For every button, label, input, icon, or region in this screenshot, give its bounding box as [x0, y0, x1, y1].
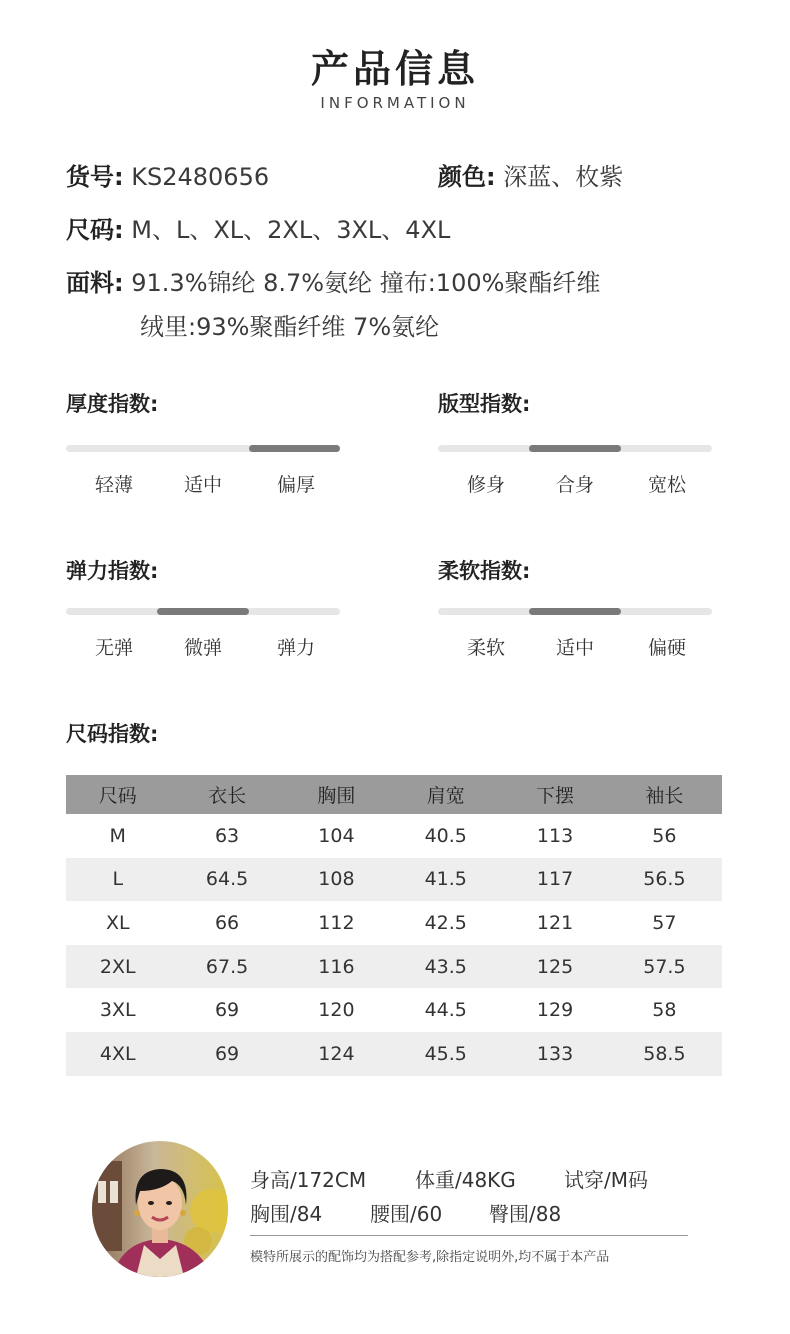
thickness-index-title: 厚度指数:: [66, 392, 159, 416]
table-row: [66, 1032, 722, 1076]
size-value: M、L、XL、2XL、3XL、4XL: [131, 216, 451, 244]
table-cell: XL: [105, 911, 130, 934]
thickness-index-fill: [249, 445, 340, 452]
table-cell: 42.5: [424, 911, 467, 934]
table-row: [66, 945, 722, 989]
table-cell: 116: [285, 945, 388, 989]
accessory-note: 模特所展示的配饰均为搭配参考,除指定说明外,均不属于本产品: [250, 1250, 610, 1265]
elasticity-option-slight: 微弹: [183, 637, 222, 659]
table-row: [66, 858, 722, 902]
thickness-option-thin: 轻薄: [94, 474, 133, 496]
size-chart-table: [66, 775, 722, 1076]
model-hip: 臀围/88: [489, 1202, 562, 1226]
table-cell: 120: [318, 999, 355, 1022]
elasticity-index-fill: [157, 608, 248, 615]
model-divider: [250, 1235, 688, 1236]
elasticity-index-title: 弹力指数:: [66, 559, 159, 583]
table-cell: M: [109, 824, 126, 847]
softness-index-bar: [438, 608, 712, 615]
model-avatar: [92, 1141, 228, 1277]
table-cell: 56: [652, 824, 677, 847]
table-cell: 64.5: [169, 858, 284, 902]
table-cell: 67.5: [169, 945, 284, 989]
table-cell: 3XL: [99, 999, 136, 1022]
thickness-option-medium: 适中: [183, 474, 222, 496]
size-chart-header: 尺码: [66, 775, 169, 814]
table-cell: 69: [214, 999, 240, 1022]
table-cell: 125: [503, 945, 606, 989]
color-row: [438, 157, 623, 192]
softness-option-medium: 适中: [555, 637, 594, 659]
table-cell: 117: [503, 858, 606, 902]
model-portrait-image: [92, 1141, 228, 1277]
table-cell: 57.5: [607, 945, 722, 989]
model-weight: 体重/48KG: [415, 1168, 516, 1192]
page-subtitle: INFORMATION: [320, 94, 470, 112]
fit-option-slim: 修身: [466, 474, 505, 496]
table-cell: L: [66, 858, 169, 902]
fabric-row: [66, 263, 600, 298]
table-cell: 2XL: [66, 945, 169, 989]
model-chest: 胸围/84: [250, 1202, 323, 1226]
elasticity-index-bar: [66, 608, 340, 615]
fabric-label: 面料:: [66, 269, 124, 297]
size-chart-header: 胸围: [285, 775, 388, 814]
size-row: [66, 210, 450, 245]
size-chart-header: 袖长: [607, 775, 722, 814]
table-row: [66, 814, 722, 858]
table-cell: 108: [285, 858, 388, 902]
fit-option-loose: 宽松: [647, 474, 686, 496]
table-row: [66, 988, 722, 1032]
color-label: 颜色:: [438, 163, 496, 191]
thickness-index-bar: [66, 445, 340, 452]
size-chart-header: 衣长: [169, 775, 284, 814]
table-cell: 40.5: [424, 824, 467, 847]
table-cell: 58: [652, 999, 677, 1022]
table-cell: 56.5: [607, 858, 722, 902]
softness-index-title: 柔软指数:: [438, 559, 531, 583]
softness-option-soft: 柔软: [466, 637, 505, 659]
table-cell: 66: [214, 911, 240, 934]
softness-option-hard: 偏硬: [647, 637, 686, 659]
page-title: 产品信息: [310, 47, 479, 91]
table-cell: 41.5: [388, 858, 503, 902]
table-cell: 104: [318, 824, 355, 847]
item-number-label: 货号:: [66, 163, 124, 191]
table-cell: 44.5: [424, 999, 467, 1022]
color-value: 深蓝、枚紫: [503, 163, 624, 191]
elasticity-option-stretch: 弹力: [276, 637, 315, 659]
table-cell: 63: [214, 824, 240, 847]
table-cell: 4XL: [66, 1032, 169, 1076]
table-cell: 113: [536, 824, 574, 847]
model-waist: 腰围/60: [370, 1202, 443, 1226]
item-number-value: KS2480656: [131, 163, 270, 191]
table-cell: 45.5: [388, 1032, 503, 1076]
fit-index-title: 版型指数:: [438, 392, 531, 416]
model-height: 身高/172CM: [250, 1168, 367, 1192]
softness-index-fill: [529, 608, 620, 615]
size-chart-header-row: [66, 775, 722, 814]
table-cell: 121: [536, 911, 574, 934]
table-cell: 133: [503, 1032, 606, 1076]
table-row: [66, 901, 722, 945]
model-tried-size: 试穿/M码: [564, 1168, 648, 1192]
fabric-line-1: 91.3%锦纶 8.7%氨纶 撞布:100%聚酯纤维: [131, 269, 601, 297]
fit-index-fill: [529, 445, 620, 452]
size-chart-title: 尺码指数:: [66, 722, 159, 746]
table-cell: 58.5: [607, 1032, 722, 1076]
size-chart-header: 下摆: [503, 775, 606, 814]
fit-option-regular: 合身: [555, 474, 594, 496]
fabric-line-2: 绒里:93%聚酯纤维 7%氨纶: [140, 313, 440, 341]
table-cell: 57: [652, 911, 677, 934]
item-number-row: [66, 157, 269, 192]
table-cell: 124: [285, 1032, 388, 1076]
elasticity-option-none: 无弹: [94, 637, 133, 659]
table-cell: 129: [536, 999, 574, 1022]
thickness-option-thick: 偏厚: [276, 474, 315, 496]
fit-index-bar: [438, 445, 712, 452]
size-label: 尺码:: [66, 216, 124, 244]
size-chart-header: 肩宽: [388, 775, 503, 814]
table-cell: 112: [318, 911, 355, 934]
table-cell: 43.5: [388, 945, 503, 989]
table-cell: 69: [169, 1032, 284, 1076]
